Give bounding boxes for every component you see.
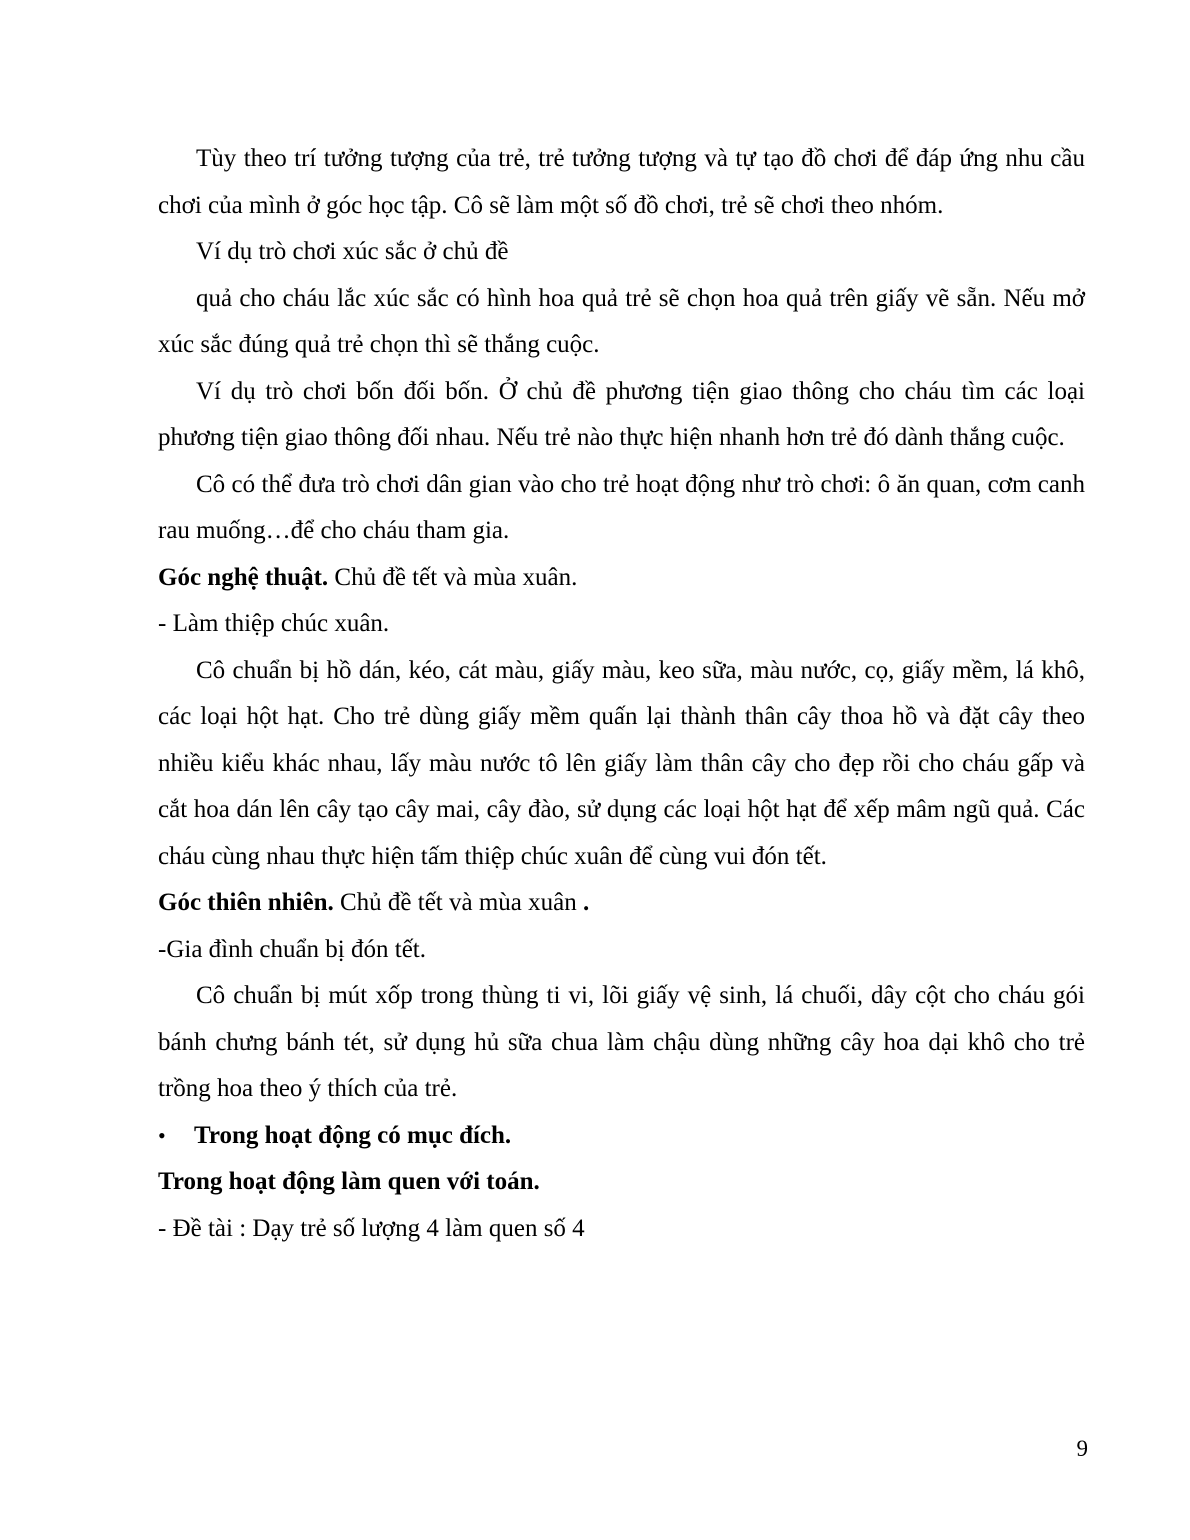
nature-corner-item: -Gia đình chuẩn bị đón tết.: [158, 935, 426, 963]
paragraph-four-vs-four-game: Ví dụ trò chơi bốn đối bốn. Ở chủ đề phương tiện giao thông cho cháu tìm các loại phương tiện giao thông đối nhau. Nếu trẻ nào thực hiện nhanh hơn trẻ đó dành thắng cuộc.: [158, 377, 1085, 451]
paragraph-nature-activity: Cô chuẩn bị mút xốp trong thùng ti vi, lõi giấy vệ sinh, lá chuối, dây cột cho cháu gói bánh chưng bánh tét, sử dụng hủ sữa chua làm chậu dùng những cây hoa dại khô cho trẻ trồng hoa theo ý thích của trẻ.: [158, 982, 1085, 1102]
paragraph-learning-corner: Tùy theo trí tưởng tượng của trẻ, trẻ tưởng tượng và tự tạo đồ chơi để đáp ứng nhu cầu chơi của mình ở góc học tập. Cô sẽ làm một số đồ chơi, trẻ sẽ chơi theo nhóm.: [158, 145, 1085, 219]
nature-corner-period: .: [582, 889, 590, 916]
math-heading: Trong hoạt động làm quen với toán.: [158, 1168, 540, 1195]
paragraph-folk-games: Cô có thể đưa trò chơi dân gian vào cho trẻ hoạt động như trò chơi: ô ăn quan, cơm canh rau muống…để cho cháu tham gia.: [158, 470, 1085, 544]
bullet-icon: •: [158, 1122, 166, 1148]
art-corner-heading: Góc nghệ thuật.: [158, 563, 329, 591]
paragraph-art-activity: Cô chuẩn bị hồ dán, kéo, cát màu, giấy màu, keo sữa, màu nước, cọ, giấy mềm, lá khô, các loại hột hạt. Cho trẻ dùng giấy mềm quấn lại thành thân cây thoa hồ và đặt cây theo nhiều kiểu khác nhau, lấy màu nước tô lên giấy làm thân cây cho đẹp rồi cho cháu gấp và cắt hoa dán lên cây tạo cây mai, cây đào, sử dụng các loại hột hạt để xếp mâm ngũ quả. Các cháu cùng nhau thực hiện tấm thiệp chúc xuân để cùng vui đón tết.: [158, 656, 1085, 870]
art-corner-line: [158, 555, 1085, 602]
document-body: [158, 136, 1085, 1252]
math-topic: - Đề tài : Dạy trẻ số lượng 4 làm quen số 4: [158, 1214, 585, 1242]
paragraph-dice-game-rules: quả cho cháu lắc xúc sắc có hình hoa quả trẻ sẽ chọn hoa quả trên giấy vẽ sẵn. Nếu mở xúc sắc đúng quả trẻ chọn thì sẽ thắng cuộc.: [158, 284, 1085, 358]
art-corner-item: - Làm thiệp chúc xuân.: [158, 610, 390, 637]
bullet-item-purposeful-activity: [158, 1113, 1085, 1160]
nature-corner-heading: Góc thiên nhiên.: [158, 889, 334, 916]
math-heading-line: [158, 1159, 1085, 1206]
paragraph-dice-game-intro: Ví dụ trò chơi xúc sắc ở chủ đề: [196, 238, 509, 265]
bullet-heading: Trong hoạt động có mục đích.: [194, 1121, 512, 1149]
nature-corner-line: [158, 880, 1085, 927]
page-number: 9: [1076, 1436, 1088, 1461]
art-corner-topic: Chủ đề tết và mùa xuân.: [328, 563, 578, 591]
nature-corner-topic: Chủ đề tết và mùa xuân: [333, 889, 583, 916]
